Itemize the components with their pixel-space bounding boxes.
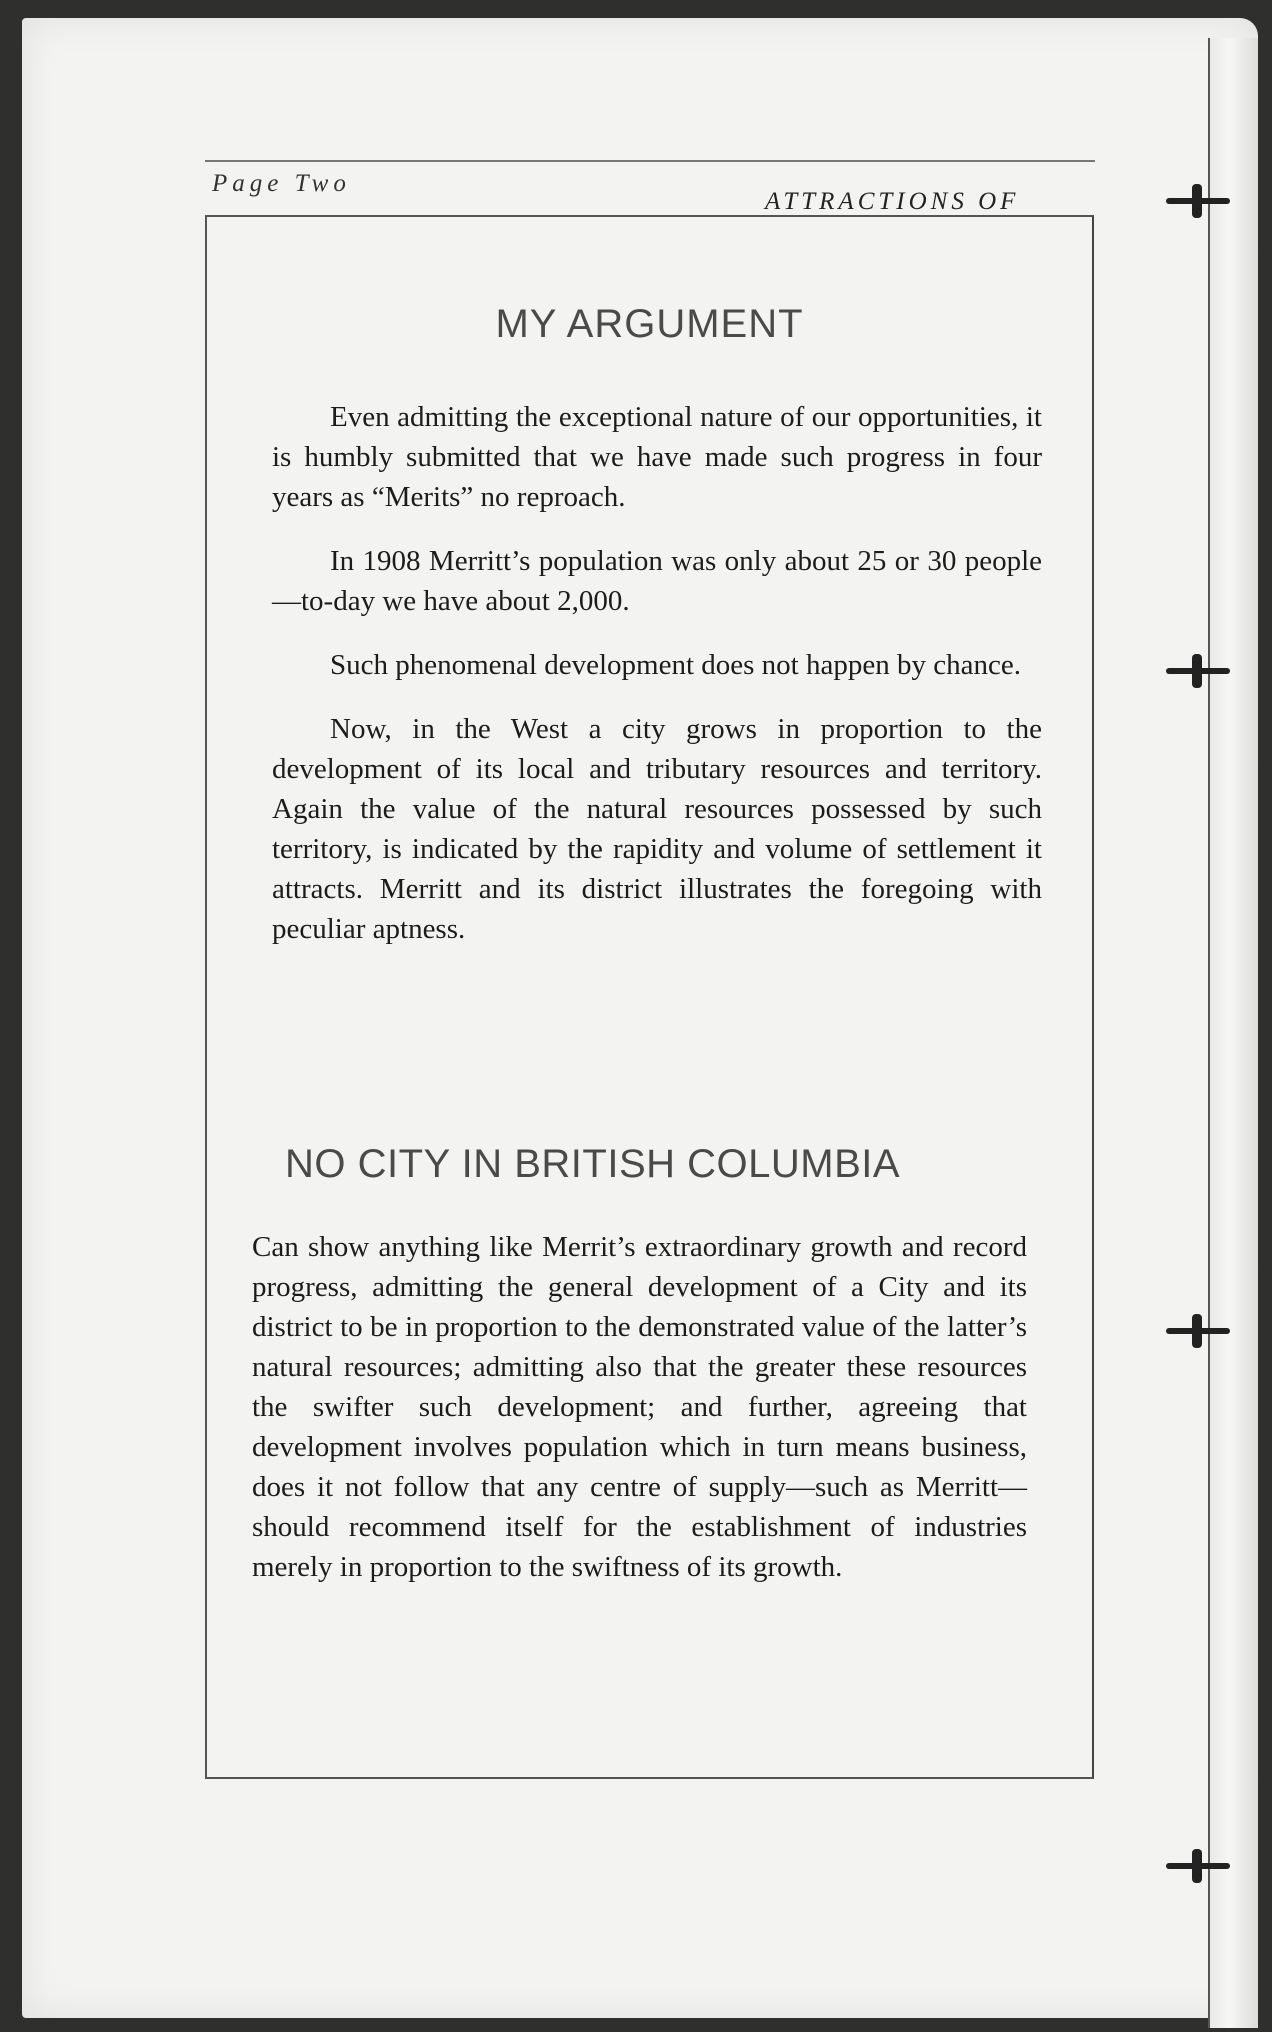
section-two-body: [252, 1227, 1027, 1611]
header-rule: [205, 160, 1095, 162]
binding-stitch: [1166, 198, 1230, 204]
paragraph: Can show anything like Merrit’s extraordinary growth and record progress, admitting the general development of a City and its district to be in proportion to the demonstrated value of the latter’s natural resources; admitting also that the greater these resources the swifter such development; and further, agreeing that development involves population which in turn means business, does it not follow that any centre of supply—such as Merritt—should recommend itself for the establishment of industries merely in proportion to the swiftness of its growth.: [252, 1231, 1027, 1583]
paragraph: In 1908 Merritt’s population was only about 25 or 30 people—to-day we have about 2,000.: [272, 545, 1042, 617]
text-frame: [205, 215, 1094, 1779]
section-one-body: [272, 397, 1042, 973]
binding-stitch: [1166, 668, 1230, 674]
running-title: ATTRACTIONS OF: [765, 188, 1020, 215]
binding-spine: [1208, 38, 1258, 2028]
paragraph: Such phenomenal development does not happen by chance.: [330, 649, 1021, 681]
binding-stitch: [1166, 1863, 1230, 1869]
binding-stitch: [1166, 1328, 1230, 1334]
paragraph: Even admitting the exceptional nature of our opportunities, it is humbly submitted that we have made such progress in four years as “Merits” no reproach.: [272, 401, 1042, 513]
section-heading-my-argument: MY ARGUMENT: [495, 302, 804, 346]
section-heading-no-city: NO CITY IN BRITISH COLUMBIA: [285, 1142, 901, 1186]
paragraph: Now, in the West a city grows in proportion to the development of its local and tributary resources and territory. Again the value of the natural resources possessed by such territory, is indicated by the rapidity and volume of settlement it attracts. Merritt and its district illustrates the foregoing with peculiar aptness.: [272, 713, 1042, 945]
page-number: Page Two: [212, 170, 351, 197]
